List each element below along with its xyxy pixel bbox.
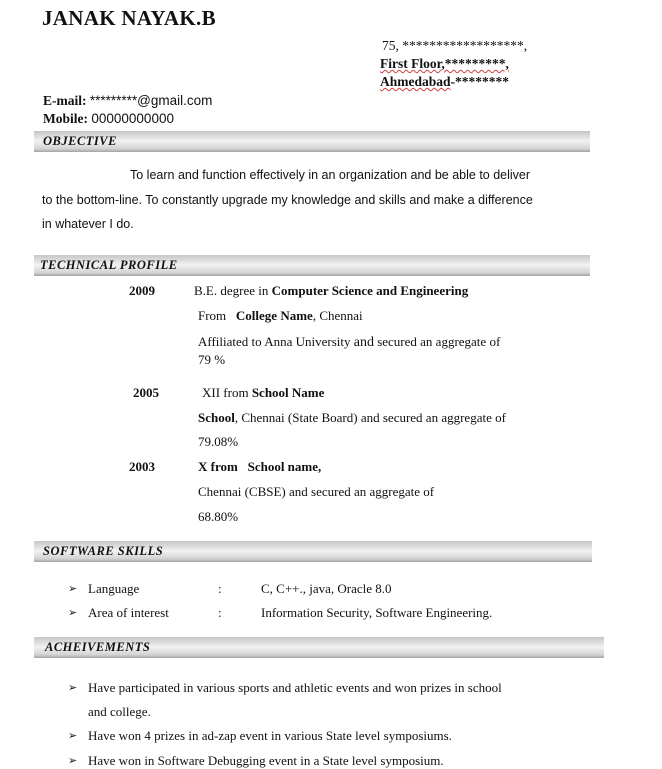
skill-colon: : <box>218 581 222 596</box>
edu-2-year: 2005 <box>133 385 159 400</box>
edu-3-score: 68.80% <box>198 509 239 524</box>
technical-heading-bar <box>34 255 590 276</box>
achievement-1-line-1: Have participated in various sports and athletic events and won prizes in school <box>88 680 502 695</box>
software-heading: SOFTWARE SKILLS <box>43 544 164 558</box>
objective-line-2: to the bottom-line. To constantly upgrade my knowledge and skills and make a difference <box>42 193 533 207</box>
software-heading-bar <box>34 541 592 562</box>
edu-3-course: X from School name, <box>198 459 322 474</box>
edu-2-detail: School, Chennai (State Board) and secured an aggregate of <box>198 410 506 425</box>
edu-3-detail: Chennai (CBSE) and secured an aggregate of <box>198 484 435 499</box>
edu-2-course: XII from School Name <box>202 385 325 400</box>
objective-heading: OBJECTIVE <box>43 134 117 148</box>
email-row <box>43 93 212 109</box>
edu-1-year: 2009 <box>129 283 155 298</box>
address-city: Ahmedabad <box>380 74 451 89</box>
edu-1-affiliation: Affiliated to Anna University and secured an aggregate of <box>198 334 501 350</box>
edu-1-score: 79 % <box>198 352 226 367</box>
resume-name: JANAK NAYAK.B <box>42 6 216 30</box>
address-line-2 <box>380 56 509 72</box>
address-street: ,*********, <box>441 56 509 71</box>
bullet-arrow-icon: ➢ <box>68 729 78 742</box>
address-line-3 <box>380 74 509 90</box>
edu-1-degree: B.E. degree in Computer Science and Engineering <box>194 283 469 298</box>
edu-1-college: From College Name, Chennai <box>198 308 363 323</box>
achievement-3: Have won in Software Debugging event in a State level symposium. <box>88 753 444 768</box>
bullet-arrow-icon: ➢ <box>68 582 78 595</box>
objective-line-3: in whatever I do. <box>42 217 134 231</box>
achievement-2: Have won 4 prizes in ad-zap event in various State level symposiums. <box>88 728 452 743</box>
address-pin: -******** <box>450 74 510 89</box>
email-label: E-mail: <box>43 93 87 108</box>
skill-interest-value: Information Security, Software Engineering. <box>261 605 493 620</box>
bullet-arrow-icon: ➢ <box>68 681 78 694</box>
skill-colon: : <box>218 605 222 620</box>
edu-2-score: 79.08% <box>198 434 239 449</box>
email-value: *********@gmail.com <box>89 93 213 108</box>
skill-interest-label: Area of interest <box>88 605 169 620</box>
skill-language-label: Language <box>88 581 140 596</box>
mobile-label: Mobile: <box>43 111 88 126</box>
bullet-arrow-icon: ➢ <box>68 606 78 619</box>
mobile-value: 00000000000 <box>91 111 174 126</box>
edu-3-year: 2003 <box>129 459 155 474</box>
address-line-1: 75, ******************, <box>382 38 528 53</box>
skill-language-value: C, C++., java, Oracle 8.0 <box>261 581 392 596</box>
mobile-row <box>43 111 174 127</box>
technical-heading: TECHNICAL PROFILE <box>40 258 178 272</box>
bullet-arrow-icon: ➢ <box>68 754 78 767</box>
objective-line-1: To learn and function effectively in an organization and be able to deliver <box>130 168 531 182</box>
achievement-1-line-2: and college. <box>88 704 151 719</box>
address-floor: First Floor <box>380 56 442 71</box>
achievements-heading: ACHEIVEMENTS <box>45 640 151 654</box>
achievements-heading-bar <box>34 637 604 658</box>
objective-heading-bar <box>34 131 590 152</box>
